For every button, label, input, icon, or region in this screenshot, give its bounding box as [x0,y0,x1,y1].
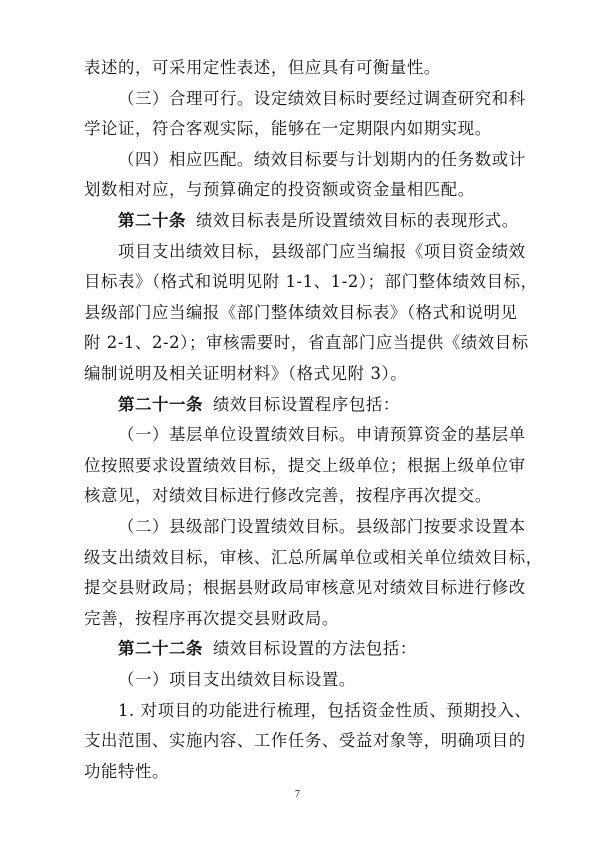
line-text: 级支出绩效目标，审核、汇总所属单位或相关单位绩效目标， [84,547,543,567]
text-line [84,58,441,78]
article-line [118,639,417,659]
text-line [84,456,526,476]
text-line [118,701,531,721]
line-text: 目标表》（格式和说明见附 1-1、1-2）；部门整体绩效目标， [84,272,538,292]
line-text: （一）基层单位设置绩效目标。申请预算资金的基层单 [118,425,526,445]
text-line [84,303,518,323]
text-line [84,364,407,384]
article-heading: 第二十一条 [118,394,203,414]
article-heading: 第二十条 [118,211,186,230]
line-text: 完善，按程序再次提交县财政局。 [84,608,339,628]
article-line [118,211,519,231]
line-text: 学论证，符合客观实际，能够在一定期限内如期实现。 [84,119,492,139]
line-text: 绩效目标设置的方法包括： [212,639,417,659]
text-line [118,242,526,262]
text-line [118,517,526,537]
text-line [84,762,169,782]
text-line [84,548,543,568]
line-text: 附 2-1、2-2）；审核需要时，省直部门应当提供《绩效目标 [84,333,529,353]
line-text: 表述的，可采用定性表述，但应具有可衡量性。 [84,58,441,77]
line-text: （二）县级部门设置绩效目标。县级部门按要求设置本 [118,517,526,536]
line-text: 县级部门应当编报《部门整体绩效目标表》（格式和说明见 [84,302,518,322]
line-text: 项目支出绩效目标，县级部门应当编报《项目资金绩效 [118,241,526,261]
text-line [84,731,526,751]
line-text: 提交县财政局；根据县财政局审核意见对绩效目标进行修改 [84,578,526,598]
line-text: 编制说明及相关证明材料》（格式见附 3）。 [84,364,408,383]
text-line [84,609,339,629]
line-text: 1. 对项目的功能进行梳理，包括资金性质、预期投入、 [118,700,532,720]
article-heading: 第二十二条 [118,639,203,659]
line-text: 绩效目标设置程序包括： [212,394,400,414]
article-line [118,395,400,415]
line-text: 绩效目标表是所设置绩效目标的表现形式。 [195,211,519,230]
page-number: 7 [295,789,300,800]
text-line [118,425,526,445]
line-text: 核意见，对绩效目标进行修改完善，按程序再次提交。 [84,486,492,506]
line-text: 划数相对应，与预算确定的投资额或资金量相匹配。 [84,180,475,200]
text-line [84,578,526,598]
text-line [84,272,538,292]
line-text: 支出范围、实施内容、工作任务、受益对象等，明确项目的 [84,731,526,751]
text-line [118,89,526,109]
text-line [84,119,492,139]
line-text: （三）合理可行。设定绩效目标时要经过调查研究和科 [118,88,526,108]
text-line [84,486,492,506]
line-text: （四）相应匹配。绩效目标要与计划期内的任务数或计 [118,149,526,169]
line-text: 位按照要求设置绩效目标，提交上级单位；根据上级单位审 [84,455,526,475]
line-text: （一）项目支出绩效目标设置。 [118,670,356,689]
line-text: 功能特性。 [84,761,169,781]
text-line [84,333,529,353]
text-line [118,670,356,690]
text-line [84,180,475,200]
text-line [118,150,526,170]
